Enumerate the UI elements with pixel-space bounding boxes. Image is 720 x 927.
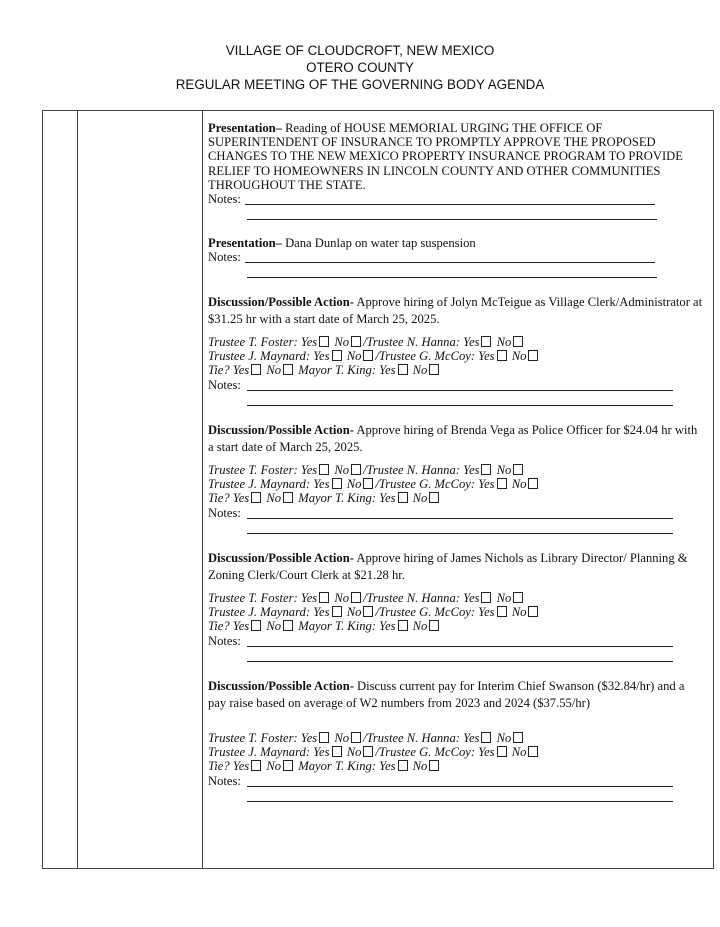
vote-label: No	[346, 605, 362, 620]
agenda-item-6	[208, 678, 704, 788]
checkbox[interactable]	[351, 336, 361, 347]
item-label: Discussion/Possible Action-	[208, 679, 354, 693]
item-text: Approve hiring of James Nichols as Library Director/ Planning & Zoning Clerk/Court Clerk at $21.28 hr.	[208, 551, 688, 582]
checkbox[interactable]	[283, 492, 293, 503]
vote-block	[208, 463, 704, 506]
agenda-header	[0, 42, 720, 93]
checkbox[interactable]	[319, 464, 329, 475]
header-meeting-title: REGULAR MEETING OF THE GOVERNING BODY AGENDA	[175, 77, 545, 92]
checkbox[interactable]	[332, 478, 342, 489]
vote-label: Tie?	[208, 363, 230, 378]
item-description	[208, 294, 704, 327]
checkbox[interactable]	[497, 746, 507, 757]
vote-label: Mayor T. King:	[298, 619, 376, 634]
vote-label: No	[334, 463, 350, 477]
checkbox[interactable]	[497, 606, 507, 617]
item-label: Presentation–	[208, 121, 282, 135]
notes-line	[247, 533, 673, 534]
vote-label: Yes	[478, 605, 495, 620]
vote-row-2	[208, 745, 704, 759]
vote-label: Yes	[313, 745, 330, 760]
checkbox[interactable]	[363, 746, 373, 757]
checkbox[interactable]	[319, 732, 329, 743]
checkbox[interactable]	[363, 478, 373, 489]
notes-field[interactable]	[208, 634, 704, 648]
checkbox[interactable]	[528, 350, 538, 361]
notes-label: Notes:	[208, 773, 241, 788]
vote-label: No	[511, 605, 527, 620]
vote-label: No	[346, 477, 362, 492]
vote-label: Trustee J. Maynard:	[208, 745, 311, 760]
vote-label: Yes	[232, 619, 250, 634]
item-label: Discussion/Possible Action-	[208, 295, 354, 309]
notes-field[interactable]	[208, 192, 704, 206]
checkbox[interactable]	[332, 606, 342, 617]
vote-label: Yes	[300, 463, 318, 477]
notes-line	[247, 801, 673, 802]
checkbox[interactable]	[398, 620, 408, 631]
item-text: Discuss current pay for Interim Chief Swanson ($32.84/hr) and a pay raise based on average of W2 numbers from 2023 and 2024 ($37.55/hr)	[208, 679, 685, 710]
vote-label: No	[511, 477, 527, 492]
notes-line	[245, 262, 655, 263]
checkbox[interactable]	[481, 732, 491, 743]
notes-line	[245, 204, 655, 205]
vote-block	[208, 731, 704, 774]
item-label: Presentation–	[208, 236, 282, 250]
item-description	[208, 678, 704, 711]
item-text: Reading of HOUSE MEMORIAL URGING THE OFFICE OF SUPERINTENDENT OF INSURANCE TO PROMPTLY APPROVE THE PROPOSED CHANGES TO THE NEW MEXICO PROPERTY INSURANCE PROGRAM TO PROVIDE RELIEF TO HOMEOWNERS IN LINCOLN COUNTY AND OTHER COMMUNITIES THROUGHOUT THE STATE.	[208, 121, 683, 192]
checkbox[interactable]	[481, 336, 491, 347]
vote-label: Yes	[379, 619, 396, 634]
notes-line	[247, 277, 657, 278]
vote-row-3	[208, 491, 704, 505]
checkbox[interactable]	[481, 464, 491, 475]
checkbox[interactable]	[429, 364, 439, 375]
vote-label: No	[511, 745, 527, 760]
checkbox[interactable]	[528, 746, 538, 757]
checkbox[interactable]	[429, 492, 439, 503]
vote-label: No	[511, 349, 527, 364]
vote-label: No	[412, 619, 428, 634]
header-village: VILLAGE OF CLOUDCROFT, NEW MEXICO	[225, 43, 495, 58]
checkbox[interactable]	[319, 592, 329, 603]
vote-label: Yes	[313, 349, 330, 364]
vote-label: /Trustee G. McCoy:	[375, 605, 476, 620]
vote-label: No	[496, 591, 512, 605]
agenda-item-3	[208, 294, 704, 392]
vote-block	[208, 335, 704, 378]
vote-label: Yes	[463, 335, 480, 349]
notes-label: Notes:	[208, 377, 241, 392]
vote-label: /Trustee G. McCoy:	[375, 349, 476, 364]
notes-label: Notes:	[208, 633, 241, 648]
checkbox[interactable]	[332, 350, 342, 361]
notes-label: Notes:	[208, 505, 241, 520]
vote-label: Yes	[232, 491, 250, 506]
vote-label: Mayor T. King:	[298, 759, 376, 774]
item-text: Approve hiring of Brenda Vega as Police Officer for $24.04 hr with a start date of March 25, 2025.	[208, 423, 698, 454]
vote-label: Yes	[463, 591, 480, 605]
checkbox[interactable]	[332, 746, 342, 757]
checkbox[interactable]	[283, 364, 293, 375]
vote-label: Yes	[232, 363, 250, 378]
column-divider-2	[202, 111, 203, 868]
checkbox[interactable]	[513, 732, 523, 743]
vote-label: No	[346, 745, 362, 760]
notes-label: Notes:	[208, 250, 241, 265]
checkbox[interactable]	[481, 592, 491, 603]
vote-label: Yes	[300, 591, 318, 605]
notes-field[interactable]	[208, 378, 704, 392]
vote-row-3	[208, 619, 704, 633]
item-text: Approve hiring of Jolyn McTeigue as Village Clerk/Administrator at $31.25 hr with a start date of March 25, 2025.	[208, 295, 703, 326]
vote-label: Yes	[463, 463, 480, 477]
vote-label: No	[334, 591, 350, 605]
notes-line	[247, 518, 673, 519]
vote-label: Trustee T. Foster:	[208, 591, 298, 605]
vote-label: Tie?	[208, 491, 230, 506]
checkbox[interactable]	[351, 592, 361, 603]
vote-label: Trustee T. Foster:	[208, 463, 298, 477]
vote-row-1	[208, 335, 704, 349]
vote-label: No	[266, 619, 282, 634]
vote-label: No	[266, 491, 282, 506]
item-description	[208, 236, 704, 250]
vote-label: /Trustee N. Hanna:	[363, 731, 460, 745]
notes-field[interactable]	[208, 250, 704, 264]
vote-label: No	[346, 349, 362, 364]
vote-row-2	[208, 349, 704, 363]
vote-label: Trustee J. Maynard:	[208, 477, 311, 492]
vote-label: Yes	[313, 605, 330, 620]
checkbox[interactable]	[513, 464, 523, 475]
vote-row-2	[208, 477, 704, 491]
notes-field[interactable]	[208, 774, 704, 788]
checkbox[interactable]	[398, 492, 408, 503]
item-description	[208, 422, 704, 455]
item-label: Discussion/Possible Action-	[208, 551, 354, 565]
checkbox[interactable]	[251, 492, 261, 503]
notes-field[interactable]	[208, 506, 704, 520]
vote-block	[208, 591, 704, 634]
vote-label: Yes	[463, 731, 480, 745]
vote-row-1	[208, 731, 704, 745]
vote-row-3	[208, 759, 704, 773]
checkbox[interactable]	[283, 760, 293, 771]
vote-label: Tie?	[208, 759, 230, 774]
vote-label: No	[496, 463, 512, 477]
vote-label: Yes	[478, 745, 495, 760]
item-description	[208, 550, 704, 583]
checkbox[interactable]	[429, 760, 439, 771]
vote-label: Trustee T. Foster:	[208, 335, 298, 349]
vote-label: Yes	[478, 477, 495, 492]
vote-label: Yes	[300, 335, 318, 349]
checkbox[interactable]	[497, 478, 507, 489]
vote-row-3	[208, 363, 704, 377]
vote-label: /Trustee N. Hanna:	[363, 335, 460, 349]
checkbox[interactable]	[351, 464, 361, 475]
checkbox[interactable]	[513, 336, 523, 347]
vote-row-1	[208, 591, 704, 605]
checkbox[interactable]	[351, 732, 361, 743]
vote-label: Yes	[300, 731, 318, 745]
vote-label: No	[266, 363, 282, 378]
vote-label: No	[412, 759, 428, 774]
checkbox[interactable]	[398, 364, 408, 375]
notes-line	[247, 661, 673, 662]
notes-line	[247, 786, 673, 787]
item-text: Dana Dunlap on water tap suspension	[281, 236, 476, 250]
vote-label: Yes	[379, 363, 396, 378]
vote-row-2	[208, 605, 704, 619]
checkbox[interactable]	[528, 606, 538, 617]
vote-label: Trustee J. Maynard:	[208, 349, 311, 364]
vote-label: Yes	[232, 759, 250, 774]
checkbox[interactable]	[363, 606, 373, 617]
vote-label: Yes	[379, 759, 396, 774]
header-county: OTERO COUNTY	[306, 60, 414, 75]
checkbox[interactable]	[283, 620, 293, 631]
vote-label: /Trustee N. Hanna:	[363, 463, 460, 477]
vote-label: Yes	[313, 477, 330, 492]
checkbox[interactable]	[319, 336, 329, 347]
vote-label: Yes	[478, 349, 495, 364]
checkbox[interactable]	[363, 350, 373, 361]
agenda-item-4	[208, 422, 704, 520]
checkbox[interactable]	[398, 760, 408, 771]
column-divider-1	[77, 111, 78, 868]
agenda-item-1	[208, 121, 704, 206]
item-label: Discussion/Possible Action-	[208, 423, 354, 437]
checkbox[interactable]	[251, 620, 261, 631]
vote-label: Tie?	[208, 619, 230, 634]
vote-label: Trustee J. Maynard:	[208, 605, 311, 620]
vote-row-1	[208, 463, 704, 477]
vote-label: No	[334, 731, 350, 745]
checkbox[interactable]	[251, 364, 261, 375]
notes-line	[247, 219, 657, 220]
checkbox[interactable]	[513, 592, 523, 603]
vote-label: Mayor T. King:	[298, 363, 376, 378]
checkbox[interactable]	[497, 350, 507, 361]
vote-label: No	[496, 335, 512, 349]
vote-label: No	[412, 491, 428, 506]
checkbox[interactable]	[429, 620, 439, 631]
vote-label: No	[496, 731, 512, 745]
item-description	[208, 121, 704, 192]
notes-label: Notes:	[208, 192, 241, 207]
vote-label: Yes	[379, 491, 396, 506]
vote-label: No	[266, 759, 282, 774]
vote-label: No	[412, 363, 428, 378]
vote-label: Mayor T. King:	[298, 491, 376, 506]
agenda-item-5	[208, 550, 704, 648]
agenda-item-2	[208, 236, 704, 264]
vote-label: Trustee T. Foster:	[208, 731, 298, 745]
notes-line	[247, 390, 673, 391]
checkbox[interactable]	[251, 760, 261, 771]
checkbox[interactable]	[528, 478, 538, 489]
vote-label: No	[334, 335, 350, 349]
notes-line	[247, 405, 673, 406]
vote-label: /Trustee G. McCoy:	[375, 745, 476, 760]
vote-label: /Trustee G. McCoy:	[375, 477, 476, 492]
notes-line	[247, 646, 673, 647]
vote-label: /Trustee N. Hanna:	[363, 591, 460, 605]
